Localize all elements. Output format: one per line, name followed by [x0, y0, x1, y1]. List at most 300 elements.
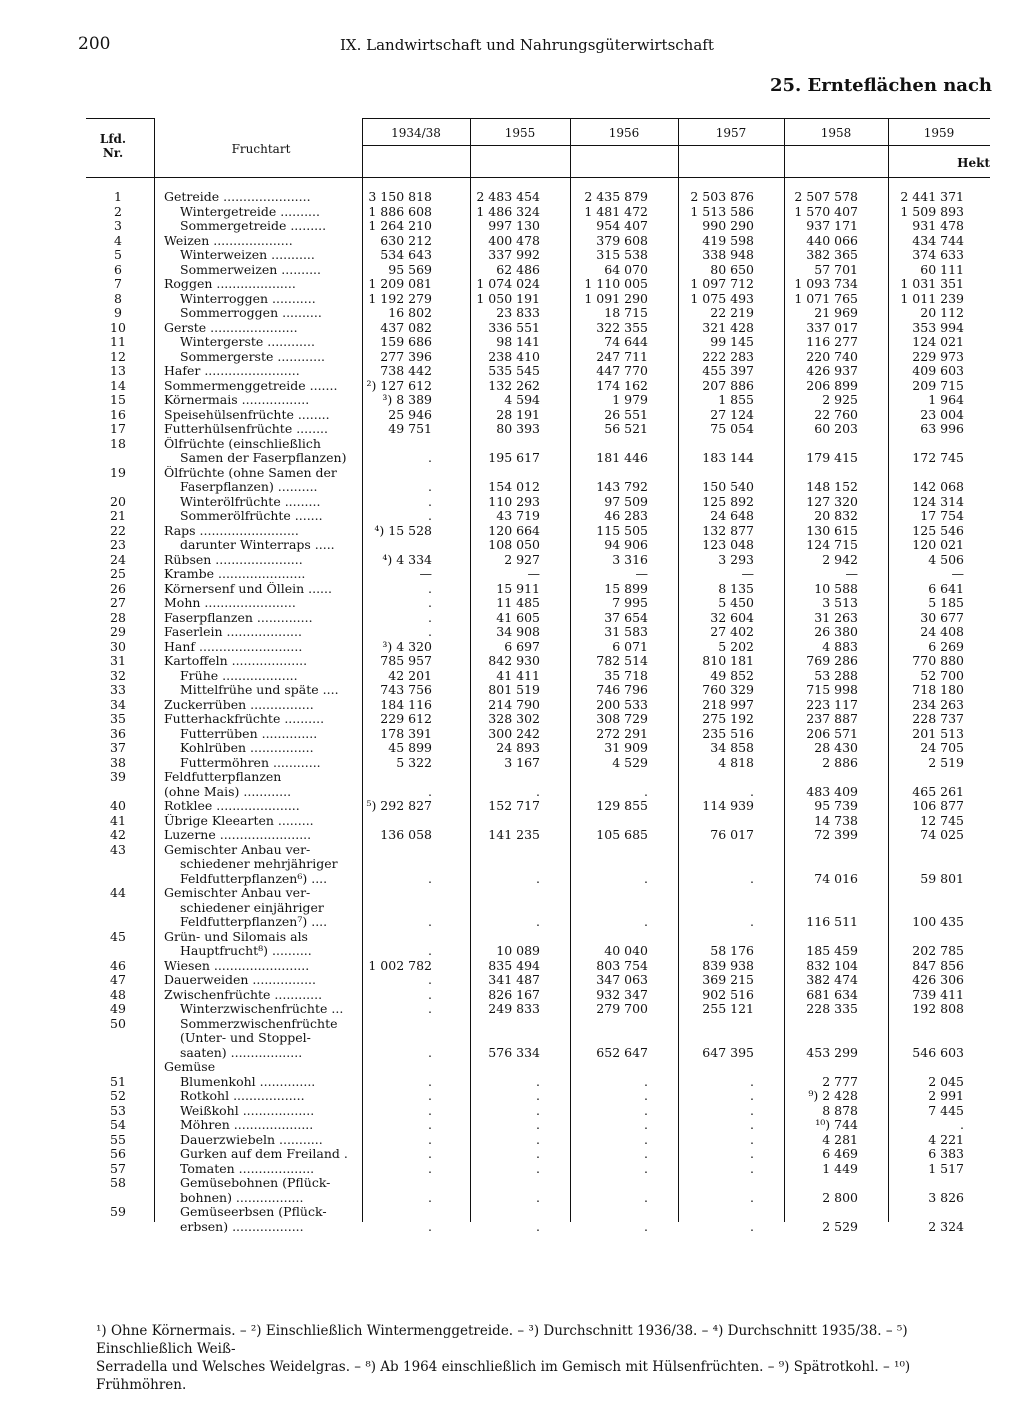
value-cell: 40 040	[604, 943, 648, 958]
value-cell: 6 383	[928, 1146, 964, 1161]
value-cell: 206 899	[806, 377, 858, 393]
table-row	[86, 988, 990, 1003]
value-cell: 826 167	[488, 986, 540, 1002]
crop-label: Sommergerste ............	[180, 349, 326, 364]
value-cell: 2 483 454	[476, 189, 540, 204]
footnote-line: Serradella und Welsches Weidelgras. – ⁸) Ab 1964 einschließlich im Gemisch mit Hülsenfrüchten. – ⁹) Spätrotkohl. – ¹⁰) Frühmöhren.	[96, 1359, 911, 1393]
row-number: 29	[110, 624, 126, 639]
value-cell: 842 930	[488, 653, 540, 668]
value-cell: 1 074 024	[476, 276, 540, 291]
row-number: 17	[110, 421, 126, 436]
value-cell: .	[536, 1088, 540, 1103]
row-number: 20	[110, 493, 126, 509]
value-cell: 106 877	[912, 798, 964, 813]
table-header	[86, 118, 990, 178]
value-cell: 20 832	[814, 508, 858, 523]
crop-label: Sommerzwischenfrüchte	[180, 1016, 338, 1031]
value-cell: 129 855	[596, 798, 648, 813]
table-row	[86, 930, 990, 945]
crop-label: Hauptfrucht⁸) ..........	[180, 944, 312, 958]
value-cell: .	[536, 1131, 540, 1147]
crop-label: Feldfutterpflanzen	[164, 770, 282, 784]
value-cell: —	[951, 566, 964, 581]
value-cell: 120 021	[912, 537, 964, 552]
value-cell: ¹⁰) 744	[815, 1117, 858, 1132]
table-row	[86, 277, 990, 292]
value-cell: 74 016	[814, 870, 858, 886]
value-cell: .	[428, 1088, 432, 1103]
value-cell: 1 517	[928, 1160, 964, 1176]
value-cell: .	[428, 624, 432, 639]
value-cell: 209 715	[912, 377, 964, 393]
crop-label: Gemischter Anbau ver-	[164, 886, 311, 900]
table-row	[86, 1191, 990, 1206]
crop-label: Sommergetreide .........	[180, 219, 327, 233]
value-cell: 31 583	[604, 624, 648, 639]
value-cell: 52 700	[920, 667, 964, 683]
table-row	[86, 451, 990, 466]
header-year-2: 1955	[504, 126, 536, 140]
table-row	[86, 393, 990, 408]
value-cell: 28 191	[496, 406, 540, 422]
value-cell: 136 058	[380, 827, 432, 842]
value-cell: .	[750, 914, 754, 929]
value-cell: 337 017	[806, 319, 858, 335]
value-cell: 743 756	[380, 682, 432, 697]
crop-label: schiedener einjähriger	[180, 900, 324, 915]
table-row	[86, 756, 990, 771]
value-cell: 80 650	[710, 261, 754, 277]
value-cell: 63 996	[920, 421, 964, 436]
value-cell: 114 939	[702, 798, 754, 813]
row-number: 58	[110, 1175, 126, 1190]
value-cell: .	[428, 609, 432, 625]
value-cell: 2 045	[928, 1073, 964, 1089]
value-cell: 229 612	[380, 711, 432, 726]
row-number: 4	[114, 232, 122, 248]
crop-label: Körnersenf und Öllein ......	[164, 581, 332, 596]
table-row	[86, 263, 990, 278]
crop-label: Rotklee .....................	[164, 799, 300, 813]
row-number: 11	[110, 334, 126, 349]
value-cell: 1 050 191	[476, 290, 540, 306]
value-cell: .	[428, 943, 432, 958]
crop-label: Tomaten ...................	[180, 1161, 315, 1176]
row-number: 40	[110, 798, 126, 813]
value-cell: 72 399	[814, 827, 858, 842]
crop-label: Mittelfrühe und späte ....	[180, 683, 339, 697]
value-cell: 178 391	[380, 725, 432, 741]
footnote-line: ¹) Ohne Körnermais. – ²) Einschließlich Wintermenggetreide. – ³) Durchschnitt 1936/38. – ⁴) Durchschnitt 1935/38. – ⁵) Einschließlich Weiß-	[96, 1323, 908, 1357]
value-cell: 60 111	[920, 261, 964, 277]
value-cell: .	[644, 1146, 648, 1161]
value-cell: 3 316	[612, 551, 648, 567]
value-cell: 222 283	[702, 348, 754, 364]
value-cell: 272 291	[596, 725, 648, 741]
value-cell: .	[644, 1117, 648, 1132]
value-cell: —	[419, 566, 432, 581]
value-cell: 15 899	[604, 580, 648, 596]
crop-label: Sommerroggen ..........	[180, 306, 322, 320]
row-number: 34	[110, 696, 126, 712]
table-row	[86, 1104, 990, 1119]
table-row	[86, 828, 990, 843]
crop-label: Gerste ......................	[164, 320, 298, 335]
value-cell: 374 633	[912, 247, 964, 262]
table-row	[86, 741, 990, 756]
row-number: 48	[110, 986, 126, 1002]
value-cell: 116 511	[806, 914, 858, 929]
value-cell: 1 110 005	[584, 276, 648, 291]
value-cell: 347 063	[596, 972, 648, 987]
value-cell: 400 478	[488, 232, 540, 248]
value-cell: .	[428, 1073, 432, 1089]
table-row	[86, 1205, 990, 1220]
header-year-4: 1957	[715, 126, 747, 140]
value-cell: 1 964	[928, 392, 964, 407]
value-cell: 142 068	[912, 479, 964, 494]
table-row	[86, 640, 990, 655]
value-cell: 652 647	[596, 1044, 648, 1060]
crop-label: Mohn .......................	[164, 596, 296, 610]
table-row	[86, 959, 990, 974]
value-cell: 192 808	[912, 1001, 964, 1016]
value-cell: 20 112	[920, 305, 964, 320]
value-cell: 2 324	[928, 1218, 964, 1234]
value-cell: .	[644, 870, 648, 886]
table-row	[86, 857, 990, 872]
crop-label: Kohlrüben ................	[180, 741, 314, 755]
value-cell: 37 654	[604, 609, 648, 625]
value-cell: .	[428, 580, 432, 596]
value-cell: 4 594	[504, 392, 540, 407]
value-cell: 95 739	[814, 798, 858, 813]
value-cell: .	[536, 1218, 540, 1234]
value-cell: 127 320	[806, 493, 858, 509]
value-cell: .	[644, 1088, 648, 1103]
value-cell: 739 411	[912, 986, 964, 1002]
table-row	[86, 1147, 990, 1162]
value-cell: 1 855	[718, 392, 754, 407]
value-cell: .	[428, 1146, 432, 1161]
row-number: 49	[110, 1001, 126, 1016]
value-cell: 426 937	[806, 363, 858, 378]
value-cell: 4 818	[718, 754, 754, 770]
value-cell: 277 396	[380, 348, 432, 364]
crop-label: Kartoffeln ...................	[164, 654, 308, 668]
crop-label: Luzerne .......................	[164, 828, 312, 842]
crop-label: Winterroggen ...........	[180, 291, 316, 306]
crop-label: bohnen) .................	[180, 1190, 304, 1205]
value-cell: .	[750, 1131, 754, 1147]
table-row	[86, 292, 990, 307]
crop-label: Winterölfrüchte .........	[180, 494, 321, 509]
crop-label: Feldfutterpflanzen⁶) ....	[180, 871, 328, 886]
value-cell: 1 449	[822, 1160, 858, 1176]
value-cell: 7 995	[612, 595, 648, 610]
value-cell: 1 097 712	[690, 276, 754, 291]
table-row	[86, 843, 990, 858]
value-cell: 64 070	[604, 261, 648, 277]
value-cell: 483 409	[806, 783, 858, 799]
value-cell: 15 911	[496, 580, 540, 596]
value-cell: 338 948	[702, 247, 754, 262]
value-cell: 237 887	[806, 711, 858, 726]
value-cell: .	[428, 450, 432, 465]
row-number: 18	[110, 435, 126, 451]
value-cell: 247 711	[596, 348, 648, 364]
value-cell: .	[428, 479, 432, 494]
crop-label: Futterhülsenfrüchte ........	[164, 422, 328, 436]
value-cell: .	[644, 1218, 648, 1234]
value-cell: 25 946	[388, 406, 432, 422]
value-cell: 4 221	[928, 1131, 964, 1147]
row-number: 12	[110, 348, 126, 364]
value-cell: .	[428, 972, 432, 987]
value-cell: 379 608	[596, 232, 648, 248]
value-cell: .	[428, 508, 432, 523]
row-number: 43	[110, 841, 126, 857]
value-cell: .	[428, 1117, 432, 1132]
value-cell: .	[644, 1102, 648, 1118]
value-cell: .	[750, 1117, 754, 1132]
value-cell: 785 957	[380, 653, 432, 668]
value-cell: 99 145	[710, 334, 754, 349]
table-row	[86, 654, 990, 669]
value-cell: .	[428, 986, 432, 1002]
value-cell: ⁵) 292 827	[366, 798, 432, 813]
table-row	[86, 335, 990, 350]
value-cell: .	[428, 870, 432, 886]
row-number: 45	[110, 928, 126, 944]
crop-label: Winterzwischenfrüchte ...	[180, 1002, 344, 1016]
table-row	[86, 872, 990, 887]
table-row	[86, 495, 990, 510]
value-cell: 124 314	[912, 493, 964, 509]
value-cell: 201 513	[912, 725, 964, 741]
row-number: 54	[110, 1117, 126, 1132]
value-cell: .	[960, 1117, 964, 1132]
value-cell: 6 071	[612, 638, 648, 654]
table-row	[86, 466, 990, 481]
table-row	[86, 886, 990, 901]
table-title: 25. Ernteflächen nach	[769, 75, 992, 96]
value-cell: 34 858	[710, 740, 754, 755]
crop-label: Sommermenggetreide .......	[164, 378, 338, 393]
value-cell: 21 969	[814, 305, 858, 320]
value-cell: 16 802	[388, 305, 432, 320]
value-cell: 647 395	[702, 1044, 754, 1060]
table-row	[86, 248, 990, 263]
value-cell: 172 745	[912, 450, 964, 465]
value-cell: 328 302	[488, 711, 540, 726]
value-cell: 1 071 765	[794, 290, 858, 306]
value-cell: 4 529	[612, 754, 648, 770]
header-year-5: 1958	[820, 126, 852, 140]
value-cell: .	[750, 1073, 754, 1089]
value-cell: 14 738	[814, 812, 858, 828]
crop-label: Feldfutterpflanzen⁷) ....	[180, 915, 328, 929]
value-cell: 10 089	[496, 943, 540, 958]
value-cell: 801 519	[488, 682, 540, 697]
value-cell: 22 760	[814, 406, 858, 422]
value-cell: 1 002 782	[368, 957, 432, 973]
value-cell: 321 428	[702, 319, 754, 335]
table-row	[86, 1046, 990, 1061]
value-cell: .	[428, 1001, 432, 1016]
table-row	[86, 219, 990, 234]
value-cell: 125 546	[912, 522, 964, 538]
row-number: 21	[110, 508, 126, 523]
table-row	[86, 1017, 990, 1032]
value-cell: 184 116	[380, 696, 432, 712]
table-row	[86, 770, 990, 785]
value-cell: .	[536, 1073, 540, 1089]
value-cell: .	[644, 914, 648, 929]
value-cell: .	[750, 1160, 754, 1176]
value-cell: 847 856	[912, 957, 964, 973]
row-number: 6	[114, 261, 122, 277]
table-row	[86, 712, 990, 727]
crop-label: Rübsen ......................	[164, 552, 303, 567]
table-row	[86, 1220, 990, 1235]
table-row	[86, 1002, 990, 1017]
value-cell: 369 215	[702, 972, 754, 987]
table-row	[86, 785, 990, 800]
value-cell: 214 790	[488, 696, 540, 712]
table-row	[86, 364, 990, 379]
table-row	[86, 205, 990, 220]
value-cell: 26 551	[604, 406, 648, 422]
value-cell: .	[644, 1073, 648, 1089]
value-cell: 322 355	[596, 319, 648, 335]
value-cell: 74 644	[604, 334, 648, 349]
value-cell: .	[428, 1160, 432, 1176]
crop-label: Wintergerste ............	[180, 335, 315, 349]
value-cell: .	[536, 1189, 540, 1205]
value-cell: 238 410	[488, 348, 540, 364]
row-number: 35	[110, 711, 126, 726]
value-cell: 5 322	[396, 754, 432, 770]
value-cell: 1 570 407	[794, 203, 858, 219]
value-cell: —	[845, 566, 858, 581]
value-cell: 62 486	[496, 261, 540, 277]
table-row	[86, 1060, 990, 1075]
value-cell: 832 104	[806, 957, 858, 973]
table-row	[86, 524, 990, 539]
value-cell: 152 717	[488, 798, 540, 813]
crop-label: Dauerzwiebeln ...........	[180, 1132, 323, 1147]
table-row	[86, 973, 990, 988]
table-row	[86, 234, 990, 249]
value-cell: 534 643	[380, 247, 432, 262]
value-cell: 1 486 324	[476, 203, 540, 219]
row-number: 5	[114, 247, 122, 262]
header-lfd-nr: Lfd. Nr.	[99, 132, 127, 160]
value-cell: 234 263	[912, 696, 964, 712]
crop-label: Getreide ......................	[164, 190, 311, 204]
table-row	[86, 625, 990, 640]
value-cell: 718 180	[912, 682, 964, 697]
row-number: 14	[110, 377, 126, 393]
crop-label: Futterhackfrüchte ..........	[164, 712, 325, 726]
value-cell: 18 715	[604, 305, 648, 320]
value-cell: 195 617	[488, 450, 540, 465]
row-number: 50	[110, 1015, 126, 1031]
value-cell: 2 777	[822, 1073, 858, 1089]
value-cell: 58 176	[710, 943, 754, 958]
crop-label: Zuckerrüben ................	[164, 697, 314, 712]
value-cell: 17 754	[920, 508, 964, 523]
value-cell: 382 474	[806, 972, 858, 987]
row-number: 2	[114, 203, 122, 219]
value-cell: .	[750, 870, 754, 886]
table-row	[86, 698, 990, 713]
value-cell: 56 521	[604, 421, 648, 436]
value-cell: 255 121	[702, 1001, 754, 1016]
crop-label: Sommerweizen ..........	[180, 262, 322, 277]
value-cell: 2 529	[822, 1218, 858, 1234]
crop-label: Gemischter Anbau ver-	[164, 842, 311, 857]
value-cell: 12 745	[920, 812, 964, 828]
value-cell: 80 393	[496, 421, 540, 436]
crop-label: Winterweizen ...........	[180, 248, 315, 262]
row-number: 26	[110, 580, 126, 596]
value-cell: .	[428, 1189, 432, 1205]
value-cell: 5 202	[718, 638, 754, 654]
value-cell: 11 485	[496, 595, 540, 610]
value-cell: .	[750, 1088, 754, 1103]
value-cell: 132 262	[488, 377, 540, 393]
value-cell: 74 025	[920, 827, 964, 842]
value-cell: 2 503 876	[690, 189, 754, 204]
value-cell: 2 519	[928, 754, 964, 770]
value-cell: 937 171	[806, 218, 858, 233]
value-cell: 143 792	[596, 479, 648, 494]
value-cell: ⁴) 4 334	[382, 551, 432, 567]
row-number: 24	[110, 551, 126, 567]
header-year-6: 1959	[923, 126, 955, 140]
row-number: 56	[110, 1146, 126, 1161]
table-row	[86, 683, 990, 698]
crop-label: (ohne Mais) ............	[164, 784, 292, 799]
row-number: 28	[110, 609, 126, 625]
value-cell: 249 833	[488, 1001, 540, 1016]
value-cell: .	[750, 1146, 754, 1161]
value-cell: 124 715	[806, 537, 858, 552]
row-number: 41	[110, 812, 126, 828]
crop-label: Frühe ...................	[180, 668, 298, 683]
value-cell: 3 513	[822, 595, 858, 610]
value-cell: .	[428, 1044, 432, 1060]
crop-label: Krambe ......................	[164, 567, 306, 581]
value-cell: 174 162	[596, 377, 648, 393]
value-cell: 95 569	[388, 261, 432, 277]
table-row	[86, 567, 990, 582]
crop-label: Weißkohl ..................	[180, 1103, 315, 1118]
row-number: 10	[110, 319, 126, 335]
table-row	[86, 814, 990, 829]
value-cell: 300 242	[488, 725, 540, 741]
value-cell: .	[536, 870, 540, 886]
row-number: 53	[110, 1102, 126, 1118]
crop-label: Raps .........................	[164, 523, 299, 538]
row-number: 55	[110, 1131, 126, 1147]
value-cell: 1 513 586	[690, 203, 754, 219]
table-row	[86, 582, 990, 597]
crop-label: Gemüseerbsen (Pflück-	[180, 1205, 327, 1219]
value-cell: 7 445	[928, 1102, 964, 1118]
